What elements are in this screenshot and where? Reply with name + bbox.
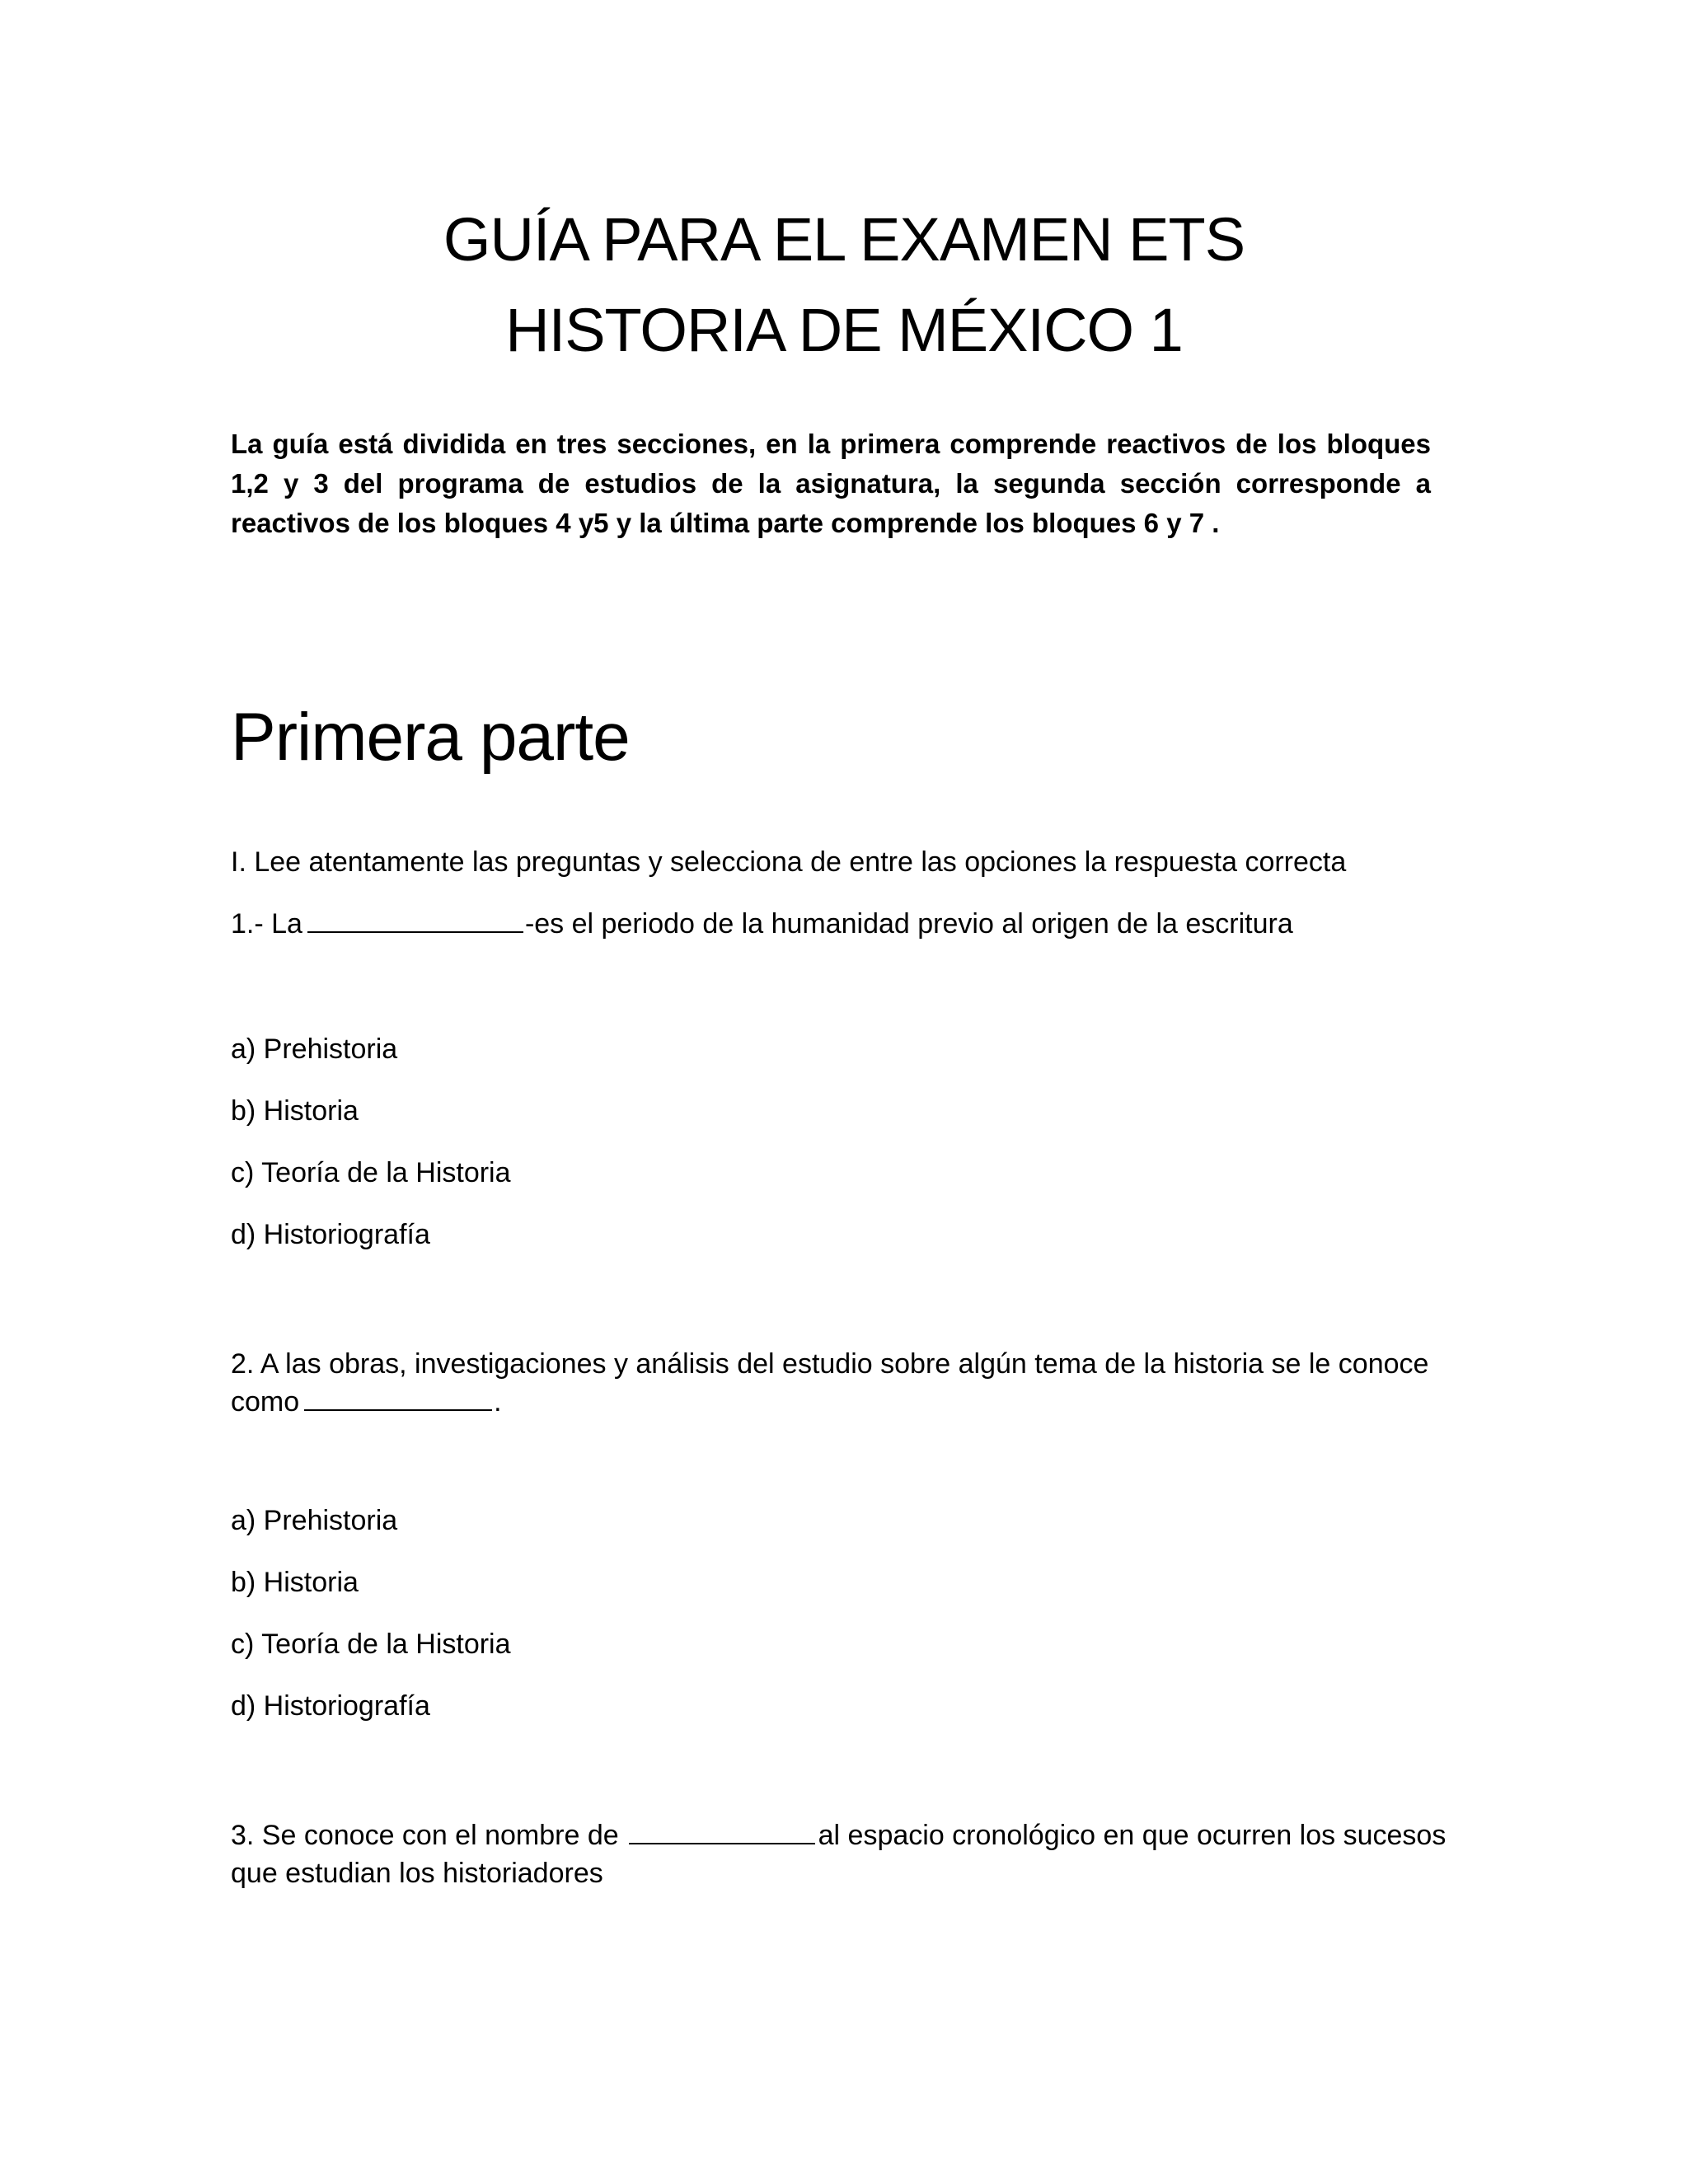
document-title [0, 194, 1688, 376]
question-2-option-b: b) Historia [231, 1567, 359, 1598]
answer-blank [304, 1385, 492, 1411]
title-line-1: GUÍA PARA EL EXAMEN ETS [443, 205, 1245, 274]
question-2-option-a: a) Prehistoria [231, 1505, 398, 1536]
answer-blank [629, 1818, 815, 1844]
question-2-prefix: 2. A las obras, investigaciones y análisis del estudio sobre algún tema de la historia se le conoce como [231, 1348, 1429, 1418]
question-1 [231, 905, 1293, 943]
question-2-option-c: c) Teoría de la Historia [231, 1629, 511, 1660]
question-2 [231, 1345, 1451, 1421]
question-2-suffix: . [494, 1386, 502, 1418]
question-1-prefix: 1.- La [231, 908, 302, 940]
question-1-option-a: a) Prehistoria [231, 1033, 398, 1065]
question-1-option-c: c) Teoría de la Historia [231, 1157, 511, 1188]
intro-paragraph: La guía está dividida en tres secciones, en la primera comprende reactivos de los bloques 1,2 y 3 del programa de estudios de la asignatura, la segunda sección corresponde a reactivos de los bloques 4 y5 y la última parte comprende los bloques 6 y 7 . [231, 429, 1431, 538]
question-1-suffix: -es el periodo de la humanidad previo al origen de la escritura [524, 908, 1293, 940]
section-heading: Primera parte [231, 700, 630, 775]
question-3 [231, 1816, 1451, 1892]
question-3-prefix: 3. Se conoce con el nombre de [231, 1820, 619, 1851]
question-1-option-b: b) Historia [231, 1095, 359, 1127]
title-line-2: HISTORIA DE MÉXICO 1 [505, 296, 1183, 364]
instruction-text: I. Lee atentamente las preguntas y selecciona de entre las opciones la respuesta correcta [231, 846, 1347, 878]
question-3-suffix: al espacio cronológico en que ocurren los sucesos que estudian los historiadores [231, 1820, 1447, 1889]
question-1-option-d: d) Historiografía [231, 1219, 430, 1250]
question-2-option-d: d) Historiografía [231, 1690, 430, 1722]
answer-blank [307, 907, 523, 933]
